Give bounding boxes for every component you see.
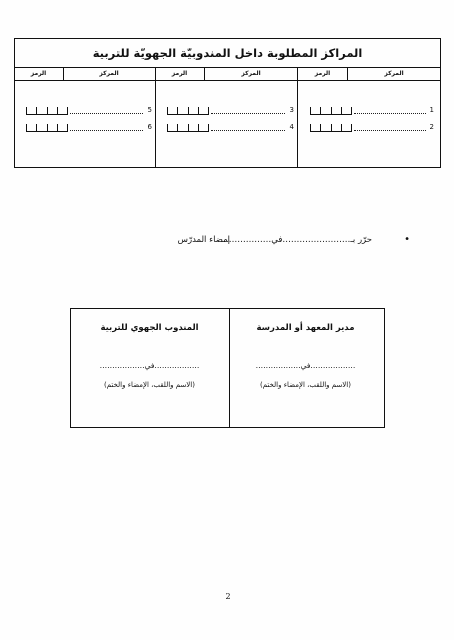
principal-title: مدير المعهد أو المدرسة xyxy=(256,323,355,333)
center-row xyxy=(298,104,440,116)
teacher-signature-line xyxy=(90,232,410,248)
row-number: 5 xyxy=(147,106,152,114)
center-name-field[interactable] xyxy=(70,107,143,114)
header-center-label: المركز xyxy=(99,70,119,77)
header-code-label: الرمز xyxy=(14,67,64,80)
bullet-icon: • xyxy=(404,234,410,245)
delegate-date-field[interactable]: ………………في……………… xyxy=(99,361,200,370)
code-boxes[interactable] xyxy=(167,105,209,115)
date-place-field[interactable]: حرّر بـ……………………في……………… xyxy=(220,235,372,245)
center-name-field[interactable] xyxy=(211,124,285,131)
center-name-field[interactable] xyxy=(70,124,143,131)
center-row xyxy=(155,121,297,133)
table-column-2 xyxy=(155,67,298,167)
approval-boxes xyxy=(70,308,385,428)
column-header xyxy=(14,67,155,81)
table-column-1 xyxy=(298,67,440,167)
row-number: 3 xyxy=(289,106,294,114)
row-number: 6 xyxy=(147,123,152,131)
table-column-3 xyxy=(14,67,156,167)
code-boxes[interactable] xyxy=(26,105,68,115)
table-title: المراكز المطلوبة داخل المندوبيّة الجهويّة للتربية xyxy=(15,39,440,68)
center-name-field[interactable] xyxy=(354,107,426,114)
row-number: 2 xyxy=(429,123,434,131)
code-boxes[interactable] xyxy=(26,122,68,132)
center-row xyxy=(155,104,297,116)
center-row xyxy=(298,121,440,133)
row-number: 4 xyxy=(289,123,294,131)
regional-delegate-box xyxy=(71,309,228,427)
code-boxes[interactable] xyxy=(167,122,209,132)
teacher-signature-label: إمضاء المدرّس xyxy=(177,235,230,245)
header-code-label: الرمز xyxy=(155,67,205,80)
principal-date-field[interactable]: ………………في……………… xyxy=(255,361,356,370)
delegate-signature-note: (الاسم واللقب، الإمضاء والختم) xyxy=(104,381,195,389)
header-center-label: المركز xyxy=(384,70,404,77)
centers-table xyxy=(14,38,441,168)
column-header xyxy=(298,67,440,81)
code-boxes[interactable] xyxy=(310,105,352,115)
page-number: 2 xyxy=(225,592,231,601)
center-name-field[interactable] xyxy=(354,124,426,131)
delegate-title: المندوب الجهوي للتربية xyxy=(100,323,199,333)
code-boxes[interactable] xyxy=(310,122,352,132)
principal-box xyxy=(227,309,384,427)
center-row xyxy=(14,104,155,116)
header-center-label: المركز xyxy=(241,70,261,77)
center-name-field[interactable] xyxy=(211,107,285,114)
header-code-label: الرمز xyxy=(298,67,348,80)
principal-signature-note: (الاسم واللقب، الإمضاء والختم) xyxy=(260,381,351,389)
row-number: 1 xyxy=(429,106,434,114)
column-header xyxy=(155,67,297,81)
center-row xyxy=(14,121,155,133)
